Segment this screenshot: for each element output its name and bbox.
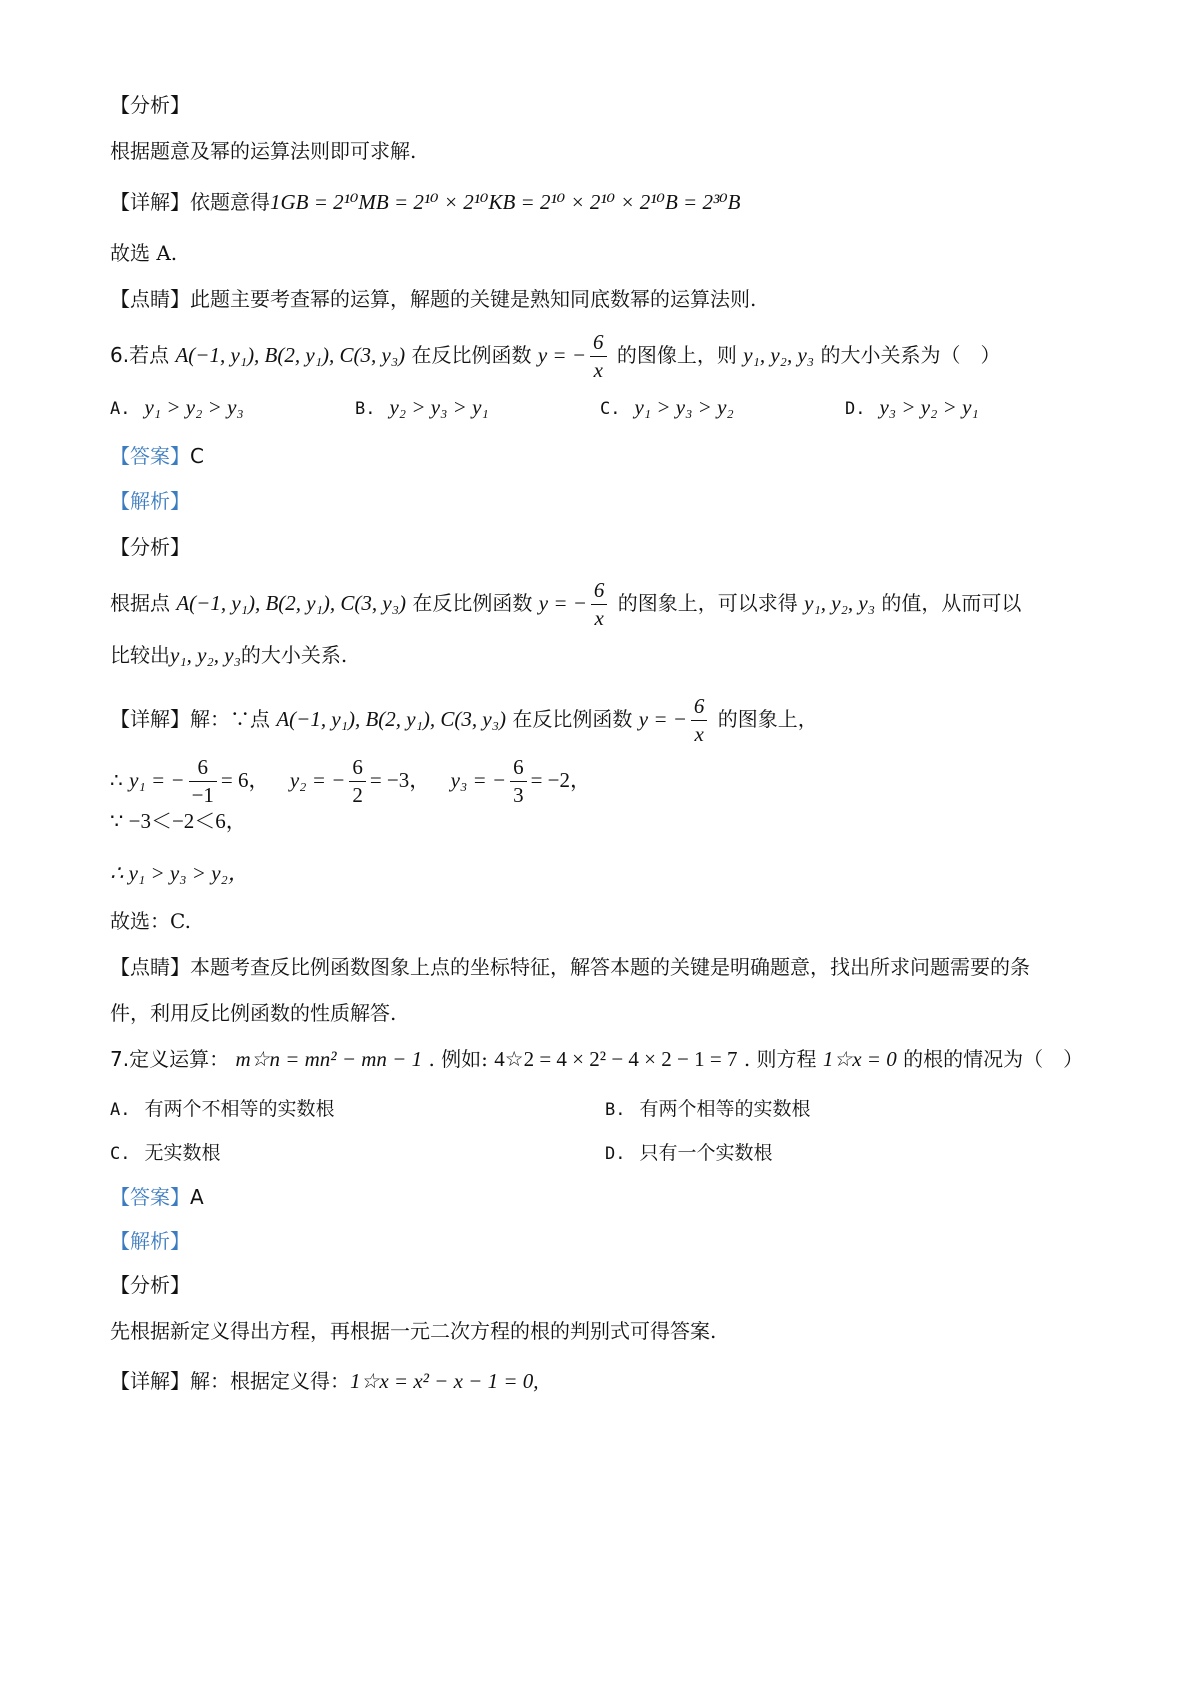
q7-option-d: D. 只有一个实数根 xyxy=(605,1142,773,1164)
q6-step2: ∵ −3＜−2＜6， xyxy=(110,809,247,833)
q6-analysis-line1: 根据点 A(−1, y₁), B(2, y₁), C(3, y₃) 在反比例函数 y = − $\frac{6}{x}$ 的图象上，可以求得 y₁, y₂, y₃ 的值，从而可以 xyxy=(110,578,1022,630)
q6-option-c: C. y₁ > y₃ > y₂ xyxy=(600,395,734,419)
q7-jiexi-heading: 【解析】 xyxy=(110,1229,190,1253)
q7-detail: 【详解】解：根据定义得：1☆x = x² − x − 1 = 0, xyxy=(110,1369,539,1393)
q6-jiexi-heading: 【解析】 xyxy=(110,489,190,513)
q6-analysis-line2: 比较出y₁, y₂, y₃的大小关系. xyxy=(110,643,348,667)
q6-detail: 【详解】解：∵点 A(−1, y₁), B(2, y₁), C(3, y₃) 在反比例函数 y = − $\frac{6}{x}$ 的图象上， xyxy=(110,694,818,746)
q5-analysis-text: 根据题意及幂的运算法则即可求解. xyxy=(110,139,417,163)
q6-points: A(−1, y₁), B(2, y₁), C(3, y₃) xyxy=(175,343,406,367)
q6-fraction: $\frac{6}{x}$ xyxy=(590,332,607,381)
q7-option-c: C. 无实数根 xyxy=(110,1142,221,1164)
q6-answer: 【答案】C xyxy=(110,444,204,468)
q5-detail-math: 1GB = 2¹⁰MB = 2¹⁰ × 2¹⁰KB = 2¹⁰ × 2¹⁰ × 2¹⁰B = 2³⁰B xyxy=(270,190,741,214)
q5-comment: 【点睛】此题主要考查幂的运算，解题的关键是熟知同底数幂的运算法则. xyxy=(110,287,757,311)
q6-stem: 6.若点 A(−1, y₁), B(2, y₁), C(3, y₃) 在反比例函数 y = − $\frac{6}{x}$ 的图像上，则 y₁, y₂, y₃ 的大小关系为（ ） xyxy=(110,330,1001,382)
q5-analysis-heading: 【分析】 xyxy=(110,93,190,117)
q6-option-b: B. y₂ > y₃ > y₁ xyxy=(355,395,489,419)
q6-option-d: D. y₃ > y₂ > y₁ xyxy=(845,395,979,419)
q7-answer: 【答案】A xyxy=(110,1185,204,1209)
q5-detail: 【详解】依题意得1GB = 2¹⁰MB = 2¹⁰ × 2¹⁰KB = 2¹⁰ × 2¹⁰ × 2¹⁰B = 2³⁰B xyxy=(110,190,741,214)
q6-step1: ∴ y₁ = − $\frac{6}{-1}$ = 6， y₂ = − $\frac{6}{2}$ = −3， y₃ = − $\frac{6}{3}$ = −2， xyxy=(110,755,592,807)
q6-option-a: A. y₁ > y₂ > y₃ xyxy=(110,395,244,419)
q6-comment-line2: 件，利用反比例函数的性质解答. xyxy=(110,1001,397,1025)
q6-step3: ∴ y₁ > y₃ > y₂， xyxy=(110,861,249,885)
q7-option-a: A. 有两个不相等的实数根 xyxy=(110,1098,335,1120)
q7-analysis-text: 先根据新定义得出方程，再根据一元二次方程的根的判别式可得答案. xyxy=(110,1319,717,1343)
q7-stem: 7.定义运算： m☆n = mn² − mn − 1 . 例如: 4☆2 = 4 × 2² − 4 × 2 − 1 = 7 . 则方程 1☆x = 0 的根的情况为（ ） xyxy=(110,1047,1084,1071)
q7-option-b: B. 有两个相等的实数根 xyxy=(605,1098,811,1120)
q6-comment-line1: 【点睛】本题考查反比例函数图象上点的坐标特征，解答本题的关键是明确题意，找出所求问题需要的条 xyxy=(110,955,1030,979)
q6-analysis-heading: 【分析】 xyxy=(110,535,190,559)
q5-choice: 故选 A. xyxy=(110,241,178,265)
q6-choice: 故选：C. xyxy=(110,909,191,933)
q7-analysis-heading: 【分析】 xyxy=(110,1273,190,1297)
